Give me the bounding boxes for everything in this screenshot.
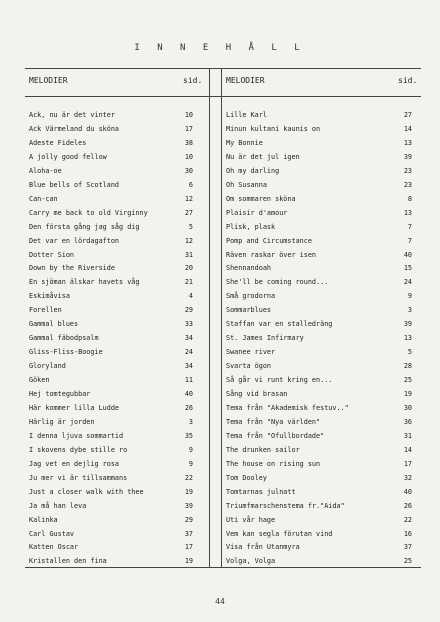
song-title: Ack, nu är det vinter [29, 111, 115, 119]
page-ref: 28 [403, 362, 412, 371]
page-ref: 14 [403, 445, 412, 454]
song-title: Svarta ögon [226, 362, 272, 371]
page-ref: 23 [403, 180, 412, 189]
song-title: Forellen [29, 306, 62, 315]
song-title: Visa från Utanmyra [226, 543, 300, 552]
page-ref: 36 [403, 417, 412, 426]
song-title: Blue bells of Scotland [29, 180, 120, 189]
song-title: Eskimåvisa [29, 292, 70, 301]
song-title: Hej tomtegubbar [29, 390, 91, 398]
left-header-page: sid. [183, 76, 203, 85]
song-title: Små grodorna [226, 292, 276, 301]
song-title: Staffan var en stalledräng [226, 320, 333, 329]
song-title: Vem kan segla förutan vind [226, 529, 333, 538]
page-ref: 32 [403, 473, 412, 482]
song-title: Pomp and Circumstance [226, 236, 312, 245]
song-title: Volga, Volga [226, 557, 276, 566]
page-ref: 3 [407, 306, 412, 315]
left-header-title: MELODIER [29, 76, 68, 85]
page-ref: 17 [184, 543, 193, 552]
song-title: The drunken sailor [226, 445, 300, 454]
song-title: Lille Karl [226, 111, 267, 119]
song-title: Sång vid brasan [226, 390, 288, 398]
page-ref: 37 [403, 543, 412, 552]
song-title: Tema från "Nya världen" [226, 417, 321, 426]
song-title: I denna ljuva sommartid [29, 431, 124, 440]
page-ref: 24 [184, 348, 193, 357]
song-title: Adeste Fideles [29, 138, 87, 147]
song-title: Aloha-oe [29, 166, 62, 175]
song-title: Gammal blues [29, 320, 79, 329]
song-title: Härlig är jorden [29, 417, 95, 426]
page-ref: 19 [184, 557, 193, 566]
page-ref: 22 [184, 473, 193, 482]
page-ref: 19 [403, 390, 412, 398]
page-ref: 17 [184, 124, 193, 133]
song-title: Minun kultani kaunis on [226, 124, 321, 133]
song-title: Oh Susanna [226, 180, 267, 189]
page-ref: 27 [403, 111, 412, 119]
page-number: 44 [215, 597, 225, 606]
page-ref: 11 [184, 376, 193, 385]
song-title: Gloryland [29, 362, 66, 371]
song-title: A jolly good fellow [29, 152, 107, 161]
page-ref: 9 [188, 459, 193, 468]
page-ref: 34 [184, 362, 193, 371]
page-ref: 12 [184, 194, 193, 203]
page-ref: 13 [403, 334, 412, 343]
page-ref: 25 [403, 557, 412, 566]
song-title: Dotter Sion [29, 250, 75, 259]
song-title: Räven raskar över isen [226, 250, 317, 259]
song-title: Nu är det jul igen [226, 152, 300, 161]
song-title: Uti vår hage [226, 515, 276, 524]
contents-table [25, 68, 421, 568]
song-title: Här kommer lilla Ludde [29, 403, 120, 412]
page-ref: 13 [403, 138, 412, 147]
page-ref: 38 [184, 138, 193, 147]
song-title: Katten Oscar [29, 543, 79, 552]
page-ref: 10 [184, 111, 193, 119]
page-ref: 29 [184, 515, 193, 524]
song-title: Gammal fäbodpsalm [29, 334, 99, 343]
song-title: She'll be coming round... [226, 278, 329, 287]
page-ref: 13 [403, 208, 412, 217]
page-ref: 22 [403, 515, 412, 524]
right-column [222, 68, 421, 568]
song-title: Jag vet en dejlig rosa [29, 459, 120, 468]
right-header-page: sid. [398, 76, 418, 85]
song-title: Shennandoah [226, 264, 272, 273]
song-title: Göken [29, 376, 50, 385]
page-ref: 39 [403, 152, 412, 161]
page-ref: 40 [403, 250, 412, 259]
page-ref: 39 [403, 320, 412, 329]
page-ref: 7 [407, 222, 412, 231]
page-ref: 5 [188, 222, 193, 231]
page-ref: 27 [184, 208, 193, 217]
song-title: Plisk, plask [226, 222, 276, 231]
page-ref: 29 [184, 306, 193, 315]
song-title: Can-can [29, 194, 58, 203]
song-title: Ja må han leva [29, 501, 87, 510]
page-ref: 6 [188, 180, 193, 189]
song-title: Swanee river [226, 348, 276, 357]
song-title: Carl Gustav [29, 529, 75, 538]
song-title: Om sommaren sköna [226, 194, 296, 203]
page-ref: 10 [184, 152, 193, 161]
song-title: My Bonnie [226, 138, 263, 147]
page-ref: 30 [184, 166, 193, 175]
song-title: Tema från "Ofullbordade" [226, 431, 325, 440]
page-ref: 40 [403, 487, 412, 496]
song-title: Ack Värmeland du sköna [29, 124, 120, 133]
song-title: Sommarblues [226, 306, 272, 315]
song-title: The house on rising sun [226, 459, 321, 468]
page-ref: 4 [188, 292, 193, 301]
left-column [25, 68, 209, 568]
page-ref: 16 [403, 529, 412, 538]
song-title: En sjöman älskar havets våg [29, 278, 140, 287]
page-ref: 14 [403, 124, 412, 133]
page-ref: 9 [407, 292, 412, 301]
page-ref: 8 [407, 194, 412, 203]
song-title: Just a closer walk with thee [29, 487, 144, 496]
song-title: Kristallen den fina [29, 557, 107, 566]
song-title: Så går vi runt kring en... [226, 376, 333, 385]
page-ref: 35 [184, 431, 193, 440]
song-title: Down by the Riverside [29, 264, 115, 273]
song-title: Triumfmarschenstema fr."Aida" [226, 501, 345, 510]
page-ref: 37 [184, 529, 193, 538]
page-ref: 7 [407, 236, 412, 245]
song-title: Det var en lördagafton [29, 236, 120, 245]
song-title: St. James Infirmary [226, 334, 304, 343]
page-ref: 20 [184, 264, 193, 273]
song-title: Den första gång jag såg dig [29, 222, 140, 231]
page-ref: 19 [184, 487, 193, 496]
song-title: I skovens dybe stille ro [29, 445, 128, 454]
page-ref: 17 [403, 459, 412, 468]
right-header-title: MELODIER [226, 76, 265, 85]
song-title: Tom Dooley [226, 473, 267, 482]
page-ref: 26 [403, 501, 412, 510]
page-ref: 15 [403, 264, 412, 273]
song-title: Carry me back to old Virginny [29, 208, 148, 217]
page-ref: 23 [403, 166, 412, 175]
song-title: Tema från "Akademisk festuv.." [226, 403, 349, 412]
song-title: Oh my darling [226, 166, 280, 175]
page-ref: 3 [188, 417, 193, 426]
contents-heading: I N N E H Å L L [134, 43, 306, 53]
page-ref: 12 [184, 236, 193, 245]
left-column-divider [209, 68, 210, 568]
page-ref: 25 [403, 376, 412, 385]
song-title: Gliss-Fliss-Boogie [29, 348, 103, 357]
page-ref: 26 [184, 403, 193, 412]
song-title: Tomtarnas julnatt [226, 487, 296, 496]
page-ref: 30 [403, 403, 412, 412]
page-ref: 5 [407, 348, 412, 357]
song-title: Kalinka [29, 515, 58, 524]
song-title: Plaisir d'amour [226, 208, 288, 217]
page-ref: 34 [184, 334, 193, 343]
page-ref: 39 [184, 501, 193, 510]
page-ref: 9 [188, 445, 193, 454]
page-ref: 40 [184, 390, 193, 398]
page-ref: 33 [184, 320, 193, 329]
page-ref: 21 [184, 278, 193, 287]
page-ref: 31 [403, 431, 412, 440]
page-ref: 31 [184, 250, 193, 259]
song-title: Ju mer vi är tillsammans [29, 473, 128, 482]
page-ref: 24 [403, 278, 412, 287]
